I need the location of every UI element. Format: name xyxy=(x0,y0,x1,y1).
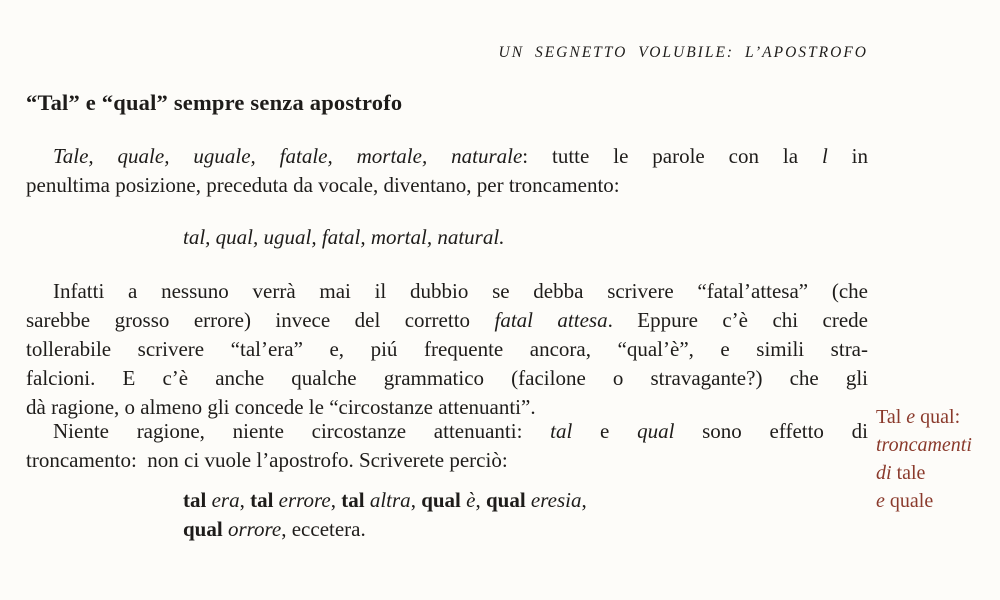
margin-note xyxy=(876,403,998,515)
text-segment: qual xyxy=(485,488,526,512)
text-segment: eresia xyxy=(530,488,582,512)
text-segment: , xyxy=(410,488,422,512)
text-segment: tal xyxy=(341,488,365,512)
text-segment: , xyxy=(475,488,486,512)
body-line xyxy=(26,171,868,200)
text-segment: qual xyxy=(421,488,461,512)
body-line xyxy=(183,515,803,544)
text-segment: , xyxy=(330,488,342,512)
text-segment: altra xyxy=(369,488,411,512)
text-segment: tal xyxy=(250,488,274,512)
text-segment: falcioni. E c’è anche qualche grammatico (facilone o stravagante?) che gli xyxy=(26,366,868,390)
text-segment: sono effetto di xyxy=(674,419,868,443)
text-segment: qual xyxy=(637,419,675,443)
text-segment: orrore xyxy=(227,517,282,541)
text-segment: è xyxy=(466,488,476,512)
body-line xyxy=(26,335,868,364)
text-segment: penultima posizione, preceduta da vocale, diventano, per troncamento: xyxy=(26,173,620,197)
text-segment: e xyxy=(572,419,638,443)
body-line xyxy=(26,306,868,335)
text-segment: tollerabile scrivere “tal’era” e, piú frequente ancora, “qual’è”, e simili stra- xyxy=(26,337,868,361)
text-segment: . Eppure c’è chi crede xyxy=(607,308,868,332)
text-segment: l xyxy=(821,144,828,168)
text-segment: , xyxy=(581,488,587,512)
body-line xyxy=(26,364,868,393)
text-segment: e xyxy=(876,490,885,512)
text-segment: dà ragione, o almeno gli concede le “circostanze attenuanti”. xyxy=(26,395,536,419)
text-segment: errore xyxy=(278,488,331,512)
text-segment: in xyxy=(827,144,869,168)
text-segment: tale xyxy=(891,462,926,484)
text-segment: troncamento: non ci vuole l’apostrofo. Scriverete perciò: xyxy=(26,448,508,472)
text-segment: , xyxy=(239,488,251,512)
paragraph-infatti xyxy=(26,277,868,422)
paragraph-intro xyxy=(26,142,868,200)
body-line xyxy=(26,142,868,171)
margin-note-line xyxy=(876,459,998,487)
text-segment: troncamenti xyxy=(876,434,972,456)
text-segment: qual: xyxy=(915,406,961,428)
text-segment: quale xyxy=(884,490,934,512)
text-segment: fatal attesa xyxy=(494,308,608,332)
text-segment: Niente ragione, niente circostanze attenuanti: xyxy=(53,419,551,443)
text-segment: qual xyxy=(183,517,223,541)
truncated-words-list xyxy=(183,223,803,252)
body-line xyxy=(26,417,868,446)
paragraph-niente-ragione xyxy=(26,417,868,475)
margin-note-line xyxy=(876,431,998,459)
text-segment: : tutte le parole con la xyxy=(522,144,822,168)
text-segment: tal, qual, ugual, fatal, mortal, natural. xyxy=(183,225,505,249)
body-line xyxy=(26,446,868,475)
margin-note-line xyxy=(876,487,998,515)
text-segment: , eccetera. xyxy=(281,517,366,541)
text-segment: e xyxy=(906,406,916,428)
text-segment: era xyxy=(211,488,240,512)
section-heading: “Tal” e “qual” sempre senza apostrofo xyxy=(26,90,403,115)
text-segment: tal xyxy=(550,419,573,443)
body-line xyxy=(183,223,803,252)
running-head: UN SEGNETTO VOLUBILE: L’APOSTROFO xyxy=(498,44,868,61)
text-segment: Tal xyxy=(876,406,907,428)
text-segment: Infatti a nessuno verrà mai il dubbio se debba scrivere “fatal’attesa” (che xyxy=(53,279,868,303)
text-segment: sarebbe grosso errore) invece del corretto xyxy=(26,308,495,332)
body-line xyxy=(183,486,803,515)
text-segment: tal xyxy=(183,488,207,512)
text-segment: di xyxy=(876,462,892,484)
body-line xyxy=(26,277,868,306)
margin-note-line xyxy=(876,403,998,431)
examples-list xyxy=(183,486,803,544)
text-segment: Tale, quale, uguale, fatale, mortale, naturale xyxy=(53,144,523,168)
